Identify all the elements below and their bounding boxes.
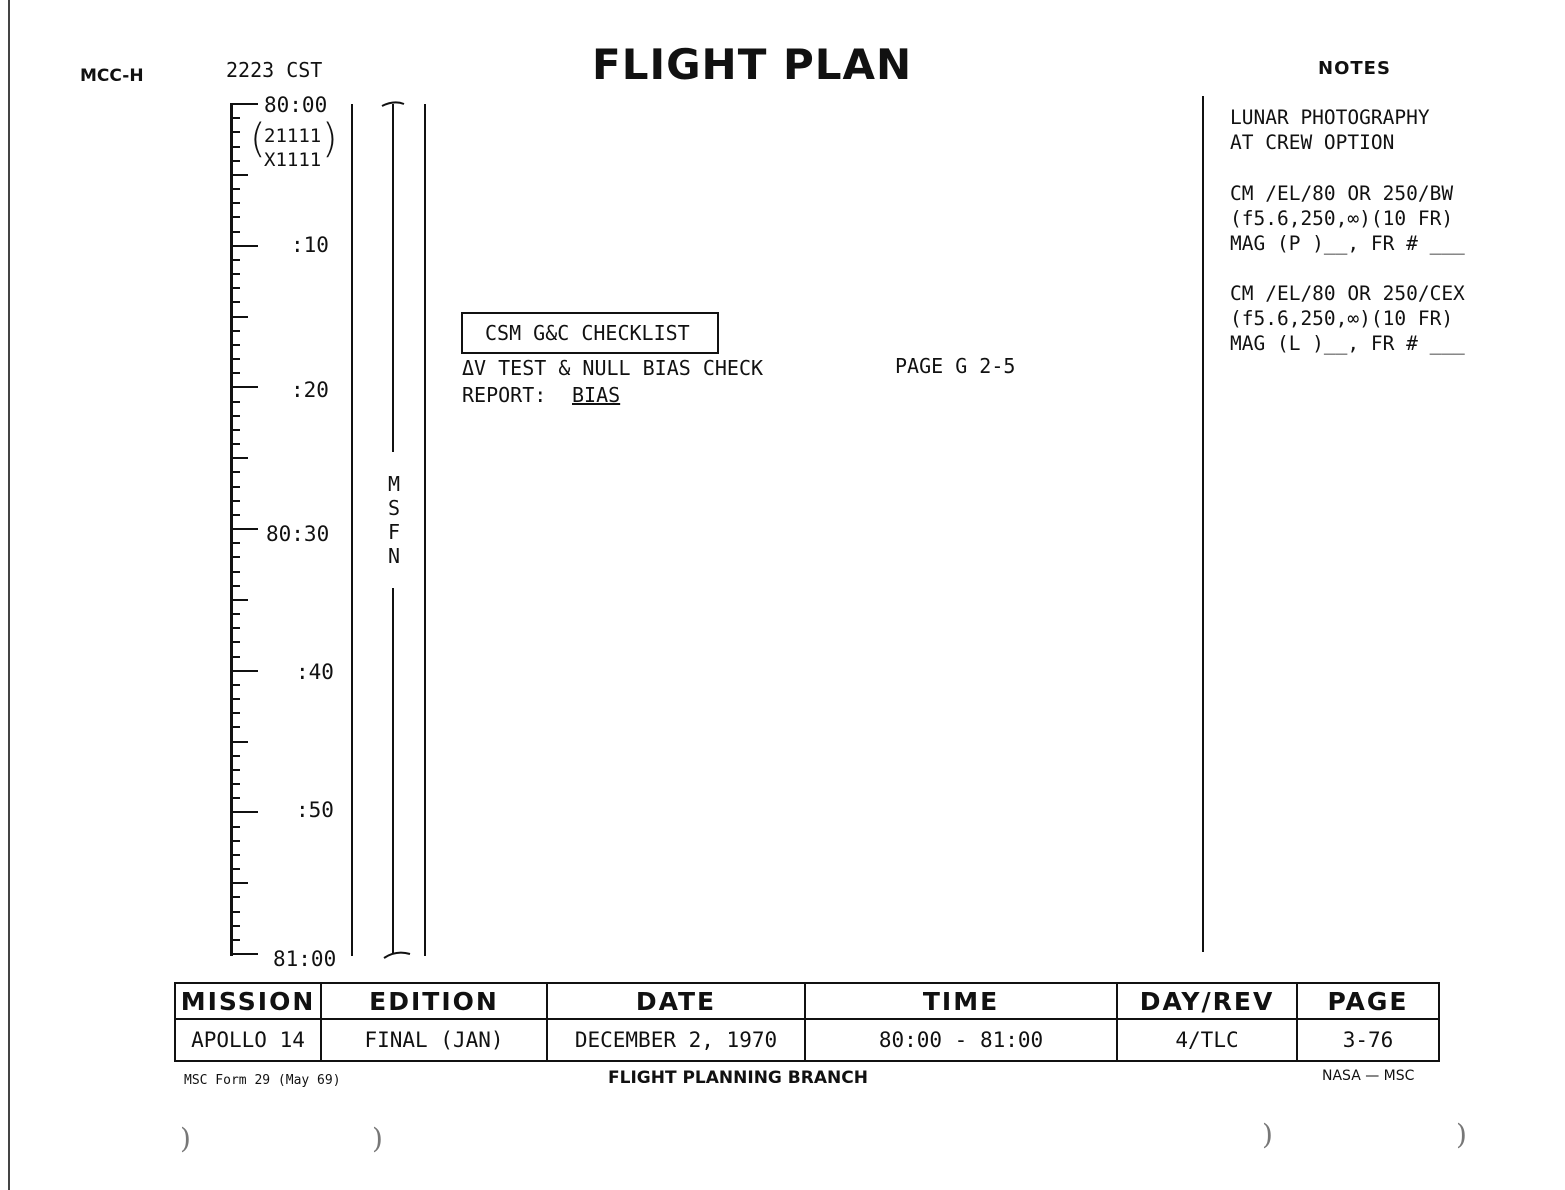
scale-tick bbox=[230, 344, 240, 346]
scale-tick bbox=[230, 911, 240, 913]
notes-divider bbox=[1202, 96, 1204, 952]
msfn-letter-n: N bbox=[387, 544, 401, 568]
scale-tick bbox=[230, 500, 240, 502]
scale-tick bbox=[230, 741, 248, 743]
report-label: REPORT: bbox=[462, 383, 547, 407]
scale-tick bbox=[230, 585, 240, 587]
table-value-row bbox=[175, 1019, 1439, 1061]
scale-tick bbox=[230, 627, 240, 629]
branch-label: FLIGHT PLANNING BRANCH bbox=[608, 1068, 868, 1088]
scale-tick bbox=[230, 457, 248, 459]
time-label-40: :40 bbox=[296, 660, 334, 684]
value-edition: FINAL (JAN) bbox=[321, 1019, 547, 1061]
scale-tick bbox=[230, 330, 240, 332]
scale-tick bbox=[230, 953, 258, 955]
scale-tick bbox=[230, 231, 240, 233]
msfn-letter-m: M bbox=[387, 472, 401, 496]
header-time: TIME bbox=[805, 983, 1117, 1019]
scale-tick bbox=[230, 641, 240, 643]
scale-tick bbox=[230, 755, 240, 757]
scale-tick bbox=[230, 656, 240, 658]
scale-tick bbox=[230, 471, 240, 473]
scale-tick bbox=[230, 174, 248, 176]
value-time: 80:00 - 81:00 bbox=[805, 1019, 1117, 1061]
scale-tick bbox=[230, 117, 240, 119]
scale-tick bbox=[230, 840, 240, 842]
scale-tick bbox=[230, 854, 240, 856]
punch-mark-3: ) bbox=[1262, 1118, 1273, 1151]
time-label-20: :20 bbox=[291, 378, 329, 402]
scale-tick bbox=[230, 372, 240, 374]
bracket-close: ) bbox=[322, 116, 338, 162]
scale-tick bbox=[230, 103, 258, 105]
scale-tick bbox=[230, 273, 240, 275]
bracket-code-2: X1111 bbox=[264, 149, 322, 171]
column-divider-1 bbox=[351, 104, 353, 956]
time-label-10: :10 bbox=[291, 233, 329, 257]
header-time: 2223 CST bbox=[226, 58, 323, 82]
value-date: DECEMBER 2, 1970 bbox=[547, 1019, 805, 1061]
page-title: FLIGHT PLAN bbox=[592, 40, 913, 89]
scale-tick bbox=[230, 712, 240, 714]
checklist-title: CSM G&C CHECKLIST bbox=[485, 321, 690, 345]
msfn-label bbox=[386, 472, 402, 568]
time-label-80-30: 80:30 bbox=[266, 522, 330, 546]
time-label-50: :50 bbox=[296, 798, 334, 822]
value-mission: APOLLO 14 bbox=[175, 1019, 321, 1061]
scale-tick bbox=[230, 316, 248, 318]
header-page: PAGE bbox=[1297, 983, 1439, 1019]
scale-tick bbox=[230, 216, 240, 218]
bracket-code-1: 21111 bbox=[264, 125, 322, 147]
scale-tick bbox=[230, 811, 258, 813]
punch-mark-1: ) bbox=[180, 1122, 191, 1155]
scale-tick bbox=[230, 202, 240, 204]
scale-tick bbox=[230, 826, 240, 828]
value-page: 3-76 bbox=[1297, 1019, 1439, 1061]
scale-tick bbox=[230, 287, 240, 289]
scale-tick bbox=[230, 301, 240, 303]
checklist-box bbox=[461, 312, 719, 354]
scale-tick bbox=[230, 146, 240, 148]
scale-tick bbox=[230, 542, 240, 544]
activity-line-1: ΔV TEST & NULL BIAS CHECK bbox=[462, 356, 764, 380]
scale-tick bbox=[230, 386, 258, 388]
header-mission: MISSION bbox=[175, 983, 321, 1019]
punch-mark-4: ) bbox=[1456, 1118, 1467, 1151]
scale-tick bbox=[230, 131, 240, 133]
facility-label: MCC-H bbox=[80, 66, 144, 86]
scale-tick bbox=[230, 599, 248, 601]
scale-tick bbox=[230, 259, 240, 261]
scale-tick bbox=[230, 528, 258, 530]
note-lunar-photography: LUNAR PHOTOGRAPHY AT CREW OPTION bbox=[1230, 106, 1430, 154]
scale-tick bbox=[230, 797, 240, 799]
scale-tick bbox=[230, 188, 240, 190]
scale-tick bbox=[230, 896, 240, 898]
bracket-codes bbox=[264, 124, 321, 172]
scale-tick bbox=[230, 401, 240, 403]
form-number: MSC Form 29 (May 69) bbox=[184, 1073, 341, 1088]
scale-tick bbox=[230, 868, 240, 870]
punch-mark-2: ) bbox=[372, 1122, 383, 1155]
time-label-80-00: 80:00 bbox=[264, 93, 328, 117]
notes-header: NOTES bbox=[1318, 58, 1391, 79]
scale-tick bbox=[230, 925, 240, 927]
scale-tick bbox=[230, 769, 240, 771]
agency-label: NASA — MSC bbox=[1322, 1068, 1415, 1084]
scale-tick bbox=[230, 698, 240, 700]
bracket-open: ( bbox=[250, 116, 266, 162]
msfn-letter-f: F bbox=[387, 520, 401, 544]
header-edition: EDITION bbox=[321, 983, 547, 1019]
msfn-letter-s: S bbox=[387, 496, 401, 520]
scale-tick bbox=[230, 783, 240, 785]
time-label-81-00: 81:00 bbox=[273, 947, 337, 971]
scale-tick bbox=[230, 443, 240, 445]
scale-tick bbox=[230, 556, 240, 558]
scale-tick bbox=[230, 670, 258, 672]
scale-tick bbox=[230, 514, 240, 516]
scale-tick bbox=[230, 245, 258, 247]
scan-edge-line bbox=[8, 0, 10, 1190]
mission-info-table bbox=[174, 982, 1440, 1062]
scale-tick bbox=[230, 613, 240, 615]
scale-tick bbox=[230, 726, 240, 728]
note-camera-cex: CM /EL/80 OR 250/CEX (f5.6,250,∞)(10 FR) MAG (L )__, FR # ___ bbox=[1230, 282, 1465, 355]
value-day-rev: 4/TLC bbox=[1117, 1019, 1297, 1061]
scale-tick bbox=[230, 882, 248, 884]
scale-tick bbox=[230, 160, 240, 162]
scale-tick bbox=[230, 358, 240, 360]
scale-tick bbox=[230, 684, 240, 686]
scale-tick bbox=[230, 571, 240, 573]
scale-tick bbox=[230, 939, 240, 941]
header-day-rev: DAY/REV bbox=[1117, 983, 1297, 1019]
page-reference: PAGE G 2-5 bbox=[895, 354, 1016, 378]
table-header-row bbox=[175, 983, 1439, 1019]
column-divider-2 bbox=[424, 104, 426, 956]
scale-tick bbox=[230, 415, 240, 417]
report-value: BIAS bbox=[572, 383, 621, 407]
note-camera-bw: CM /EL/80 OR 250/BW (f5.6,250,∞)(10 FR) MAG (P )__, FR # ___ bbox=[1230, 182, 1465, 255]
scale-tick bbox=[230, 429, 240, 431]
header-date: DATE bbox=[547, 983, 805, 1019]
scale-tick bbox=[230, 486, 240, 488]
